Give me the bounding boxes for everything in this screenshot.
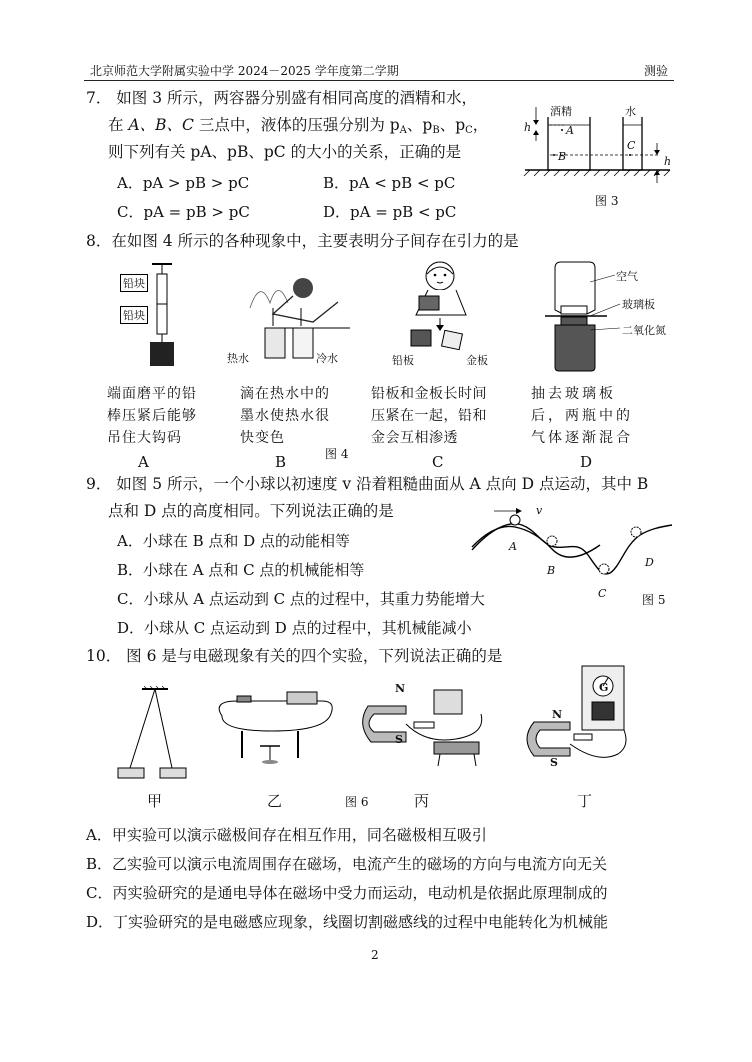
figure-6-jia-magnets	[110, 686, 195, 781]
figure-5-curved-track	[470, 505, 675, 605]
fig6-ding-g: G	[599, 681, 609, 694]
fig6-bing-n: N	[395, 682, 406, 695]
fig6-label-bing: 丙	[414, 792, 430, 810]
q7-line2: 在 A、B、C 三点中，液体的压强分别为 $p_A$、$p_B$、$p_C$，	[108, 116, 489, 136]
fig4b-label-hot: 热水	[227, 352, 249, 365]
q8-item-d-text: 抽去玻璃板 后，两瓶中的 气体逐渐混合	[531, 386, 633, 446]
fig6-ding-n: N	[552, 708, 563, 721]
header-rule	[84, 80, 674, 81]
q7-line1: 7． 如图 3 所示，两容器分别盛有相同高度的酒精和水，	[86, 89, 478, 107]
fig5-label-a: A	[509, 540, 517, 553]
q10-stem: 10． 图 6 是与电磁现象有关的四个实验，下列说法正确的是	[86, 647, 503, 665]
figure-6-yi-oersted	[212, 686, 337, 774]
fig3-h-right: h	[664, 155, 672, 168]
fig5-label-d: D	[645, 556, 654, 569]
q7-option-b: B．pA < pB < pC	[323, 174, 456, 192]
fig3-alcohol-label: 酒精	[550, 105, 572, 118]
fig5-label-c: C	[598, 587, 607, 600]
figure-6-ding-generator	[518, 664, 628, 780]
fig3-water-label: 水	[625, 105, 636, 118]
fig3-point-a: A	[566, 124, 574, 137]
q10-option-c: C．丙实验研究的是通电导体在磁场中受力而运动，电动机是依据此原理制成的	[86, 884, 608, 902]
header-type: 测验	[644, 64, 669, 78]
fig4d-label-air: 空气	[616, 270, 638, 283]
q9-option-a: A．小球在 B 点和 D 点的动能相等	[117, 532, 350, 550]
q8-letter-b: B	[275, 453, 287, 471]
q8-letter-a: A	[138, 453, 149, 471]
page-number: 2	[371, 948, 379, 962]
q8-item-a-text: 端面磨平的铅 棒压紧后能够 吊住大钩码	[107, 386, 197, 446]
fig5-label-v: v	[536, 504, 543, 517]
fig3-point-b: B	[558, 150, 567, 163]
fig4-caption: 图 4	[325, 447, 349, 461]
fig6-label-jia: 甲	[147, 792, 163, 810]
q10-option-a: A．甲实验可以演示磁极间存在相互作用，同名磁极相互吸引	[86, 826, 487, 844]
figure-4b-ink-in-water	[225, 268, 355, 363]
q8-letter-d: D	[580, 453, 593, 471]
header-school: 北京师范大学附属实验中学 2024－2025 学年度第二学期	[90, 64, 399, 78]
figure-6-bing-motor	[356, 684, 496, 784]
fig3-caption: 图 3	[595, 194, 619, 208]
q10-option-d: D．丁实验研究的是电磁感应现象，线圈切割磁感线的过程中电能转化为机械能	[86, 913, 609, 931]
fig4c-label-lead: 铅板	[392, 354, 414, 367]
fig4a-label-top: 铅块	[120, 274, 148, 292]
q9-line1: 9． 如图 5 所示，一个小球以初速度 v 沿着粗糙曲面从 A 点向 D 点运动，其中 B	[86, 475, 649, 493]
q9-line2: 点和 D 点的高度相同。下列说法正确的是	[108, 502, 394, 520]
q9-option-c: C．小球从 A 点运动到 C 点的过程中，其重力势能增大	[117, 590, 485, 608]
fig6-bing-s: S	[395, 733, 403, 746]
q8-letter-c: C	[432, 453, 444, 471]
fig3-h-left: h	[524, 121, 532, 134]
fig4d-label-glass: 玻璃板	[622, 298, 655, 311]
q8-stem: 8．在如图 4 所示的各种现象中，主要表明分子间存在引力的是	[86, 232, 519, 250]
fig4c-label-gold: 金板	[466, 354, 488, 367]
q7-option-d: D．pA = pB < pC	[323, 203, 457, 221]
fig3-point-c: C	[627, 139, 636, 152]
fig4b-label-cold: 冷水	[316, 352, 338, 365]
q7-line3: 则下列有关 pA、pB、pC 的大小的关系，正确的是	[108, 143, 462, 161]
fig4d-label-no2: 二氧化氮	[622, 324, 666, 337]
fig6-label-yi: 乙	[267, 792, 283, 810]
q8-item-c-text: 铅板和金板长时间 压紧在一起，铅和 金会互相渗透	[371, 386, 487, 446]
fig6-label-ding: 丁	[577, 792, 593, 810]
q9-option-d: D．小球从 C 点运动到 D 点的过程中，其机械能减小	[117, 619, 472, 637]
q8-item-b-text: 滴在热水中的 墨水使热水很 快变色	[240, 386, 330, 446]
q10-option-b: B．乙实验可以演示电流周围存在磁场，电流产生的磁场的方向与电流方向无关	[86, 855, 608, 873]
q7-option-a: A．pA > pB > pC	[117, 174, 250, 192]
fig5-label-b: B	[547, 564, 556, 577]
q7-option-c: C．pA = pB > pC	[117, 203, 250, 221]
fig6-caption: 图 6	[345, 795, 369, 809]
fig4a-label-bottom: 铅块	[120, 306, 148, 324]
fig4d-leader-lines	[590, 272, 630, 332]
fig5-caption: 图 5	[642, 593, 666, 607]
q9-option-b: B．小球在 A 点和 C 点的机械能相等	[117, 561, 365, 579]
fig6-ding-s: S	[550, 756, 558, 769]
